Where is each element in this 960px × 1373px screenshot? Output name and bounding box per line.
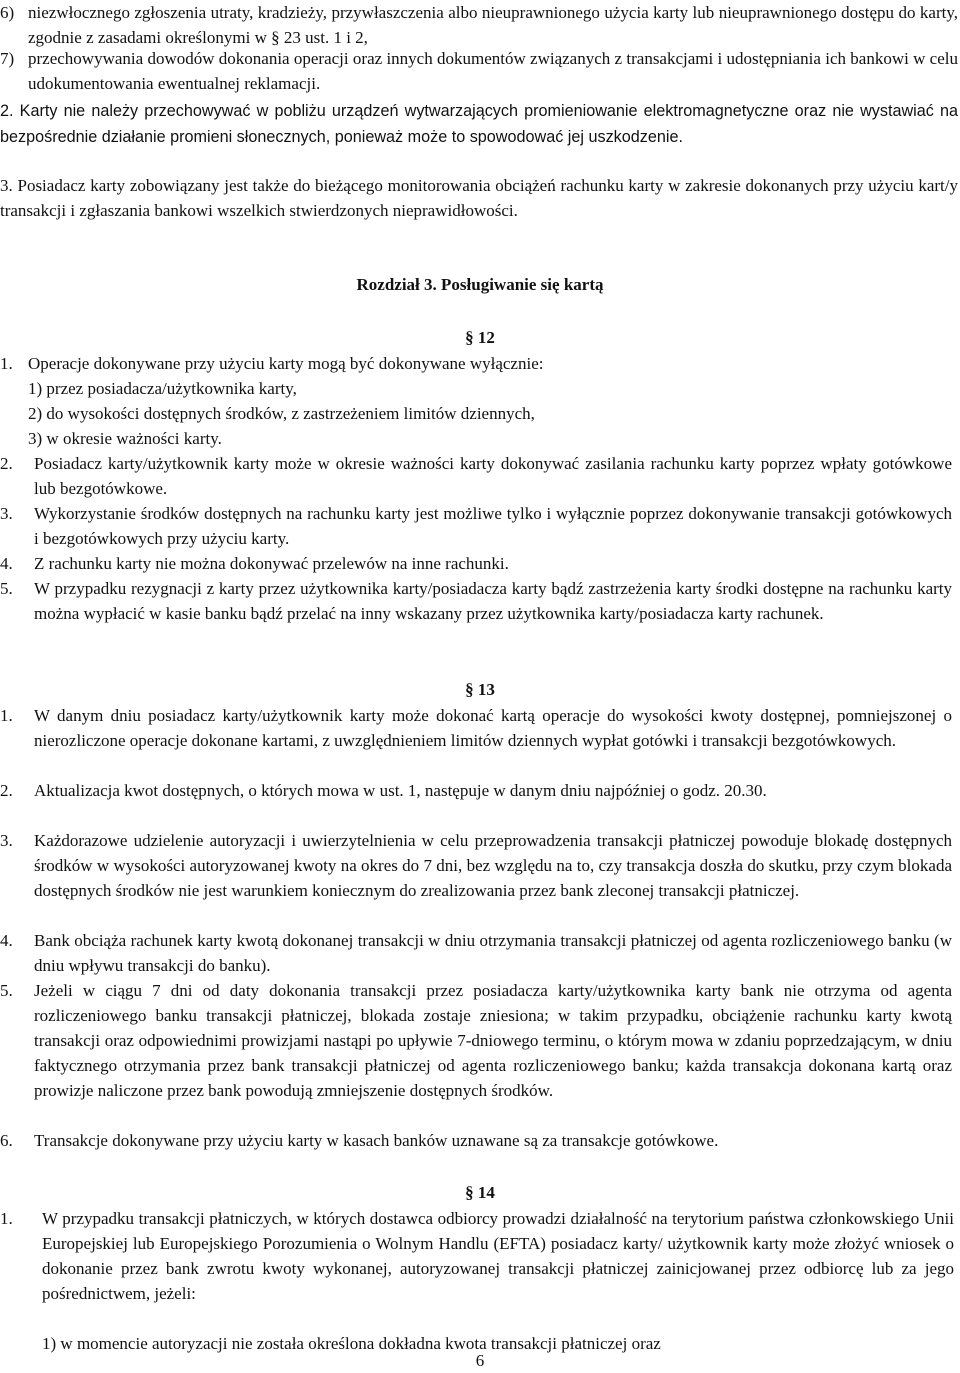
list-item-7 [0, 46, 958, 96]
s13-paragraph-6 [0, 1128, 952, 1153]
paragraph-number: 5. [0, 981, 13, 1000]
s14-sub-item-1: 1) w momencie autoryzacji nie została określona dokładna kwota transakcji płatniczej oraz [42, 1334, 661, 1353]
paragraph-text: Operacje dokonywane przy użyciu karty mogą być dokonywane wyłącznie: [28, 354, 544, 373]
list-item-6 [0, 0, 958, 50]
section-heading-12: § 12 [465, 328, 495, 347]
paragraph-number: 6. [0, 1131, 13, 1150]
paragraph-text: Każdorazowe udzielenie autoryzacji i uwierzytelnienia w celu przeprowadzenia transakcji płatniczej powoduje blokadę dostępnych środków w wysokości autoryzowanej kwoty na okres do 7 dni, bez względu na to, czy transakcja doszła do skutku, przy czym blokada dostępnych środków nie jest warunkiem koniecznym do zrealizowania przez bank zleconej transakcji płatniczej. [34, 831, 952, 900]
paragraph-number: 3. [0, 504, 13, 523]
paragraph-text: W danym dniu posiadacz karty/użytkownik karty może dokonać kartą operacje do wysokości kwoty dostępnej, pomniejszonej o nierozliczone operacje dokonane kartami, z uwzględnieniem limitów dziennych wypłat gotówki i transakcji bezgotówkowych. [34, 706, 952, 750]
chapter-title: Rozdział 3. Posługiwanie się kartą [356, 275, 604, 294]
list-item-text: niezwłocznego zgłoszenia utraty, kradzieży, przywłaszczenia albo nieuprawnionego użycia karty lub nieuprawnionego dostępu do karty, zgodnie z zasadami określonymi w § 23 ust. 1 i 2, [28, 3, 958, 47]
s13-paragraph-3 [0, 828, 952, 903]
paragraph-3: 3. Posiadacz karty zobowiązany jest także do bieżącego monitorowania obciążeń rachunku karty w zakresie dokonanych przy użyciu kart/y transakcji i zgłaszania bankowi wszelkich stwierdzonych nieprawidłowości. [0, 176, 958, 220]
paragraph-number: 5. [0, 579, 13, 598]
s14-paragraph-1 [0, 1206, 954, 1306]
s12-sub-item-1: 1) przez posiadacza/użytkownika karty, [28, 379, 297, 398]
list-item-label: 6) [0, 3, 15, 22]
s13-paragraph-5 [0, 978, 952, 1103]
s12-paragraph-3 [0, 501, 952, 551]
paragraph-number: 2. [0, 781, 13, 800]
s12-paragraph-2 [0, 451, 952, 501]
section-heading-13: § 13 [465, 680, 495, 699]
s12-sub-item-3: 3) w okresie ważności karty. [28, 429, 222, 448]
s13-paragraph-1 [0, 703, 952, 753]
paragraph-text: Posiadacz karty/użytkownik karty może w okresie ważności karty dokonywać zasilania rachunku karty poprzez wpłaty gotówkowe lub bezgotówkowe. [34, 454, 952, 498]
section-heading-14: § 14 [465, 1183, 495, 1202]
paragraph-text: W przypadku rezygnacji z karty przez użytkownika karty/posiadacza karty bądź zastrzeżenia karty środki dostępne na rachunku karty można wypłacić w kasie banku bądź przelać na inny wskazany przez użytkownika karty/posiadacza karty rachunek. [34, 579, 952, 623]
paragraph-text: Wykorzystanie środków dostępnych na rachunku karty jest możliwe tylko i wyłącznie poprzez dokonywanie transakcji gotówkowych i bezgotówkowych przy użyciu karty. [34, 504, 952, 548]
paragraph-number: 4. [0, 554, 13, 573]
paragraph-text: Z rachunku karty nie można dokonywać przelewów na inne rachunki. [34, 554, 509, 573]
s12-sub-item-2: 2) do wysokości dostępnych środków, z zastrzeżeniem limitów dziennych, [28, 404, 535, 423]
list-item-label: 7) [0, 49, 15, 68]
s12-paragraph-1 [0, 351, 952, 376]
s12-paragraph-5 [0, 576, 952, 626]
paragraph-number: 1. [0, 706, 13, 725]
paragraph-text: Transakcje dokonywane przy użyciu karty w kasach banków uznawane są za transakcje gotówkowe. [34, 1131, 719, 1150]
page-number: 6 [475, 1351, 485, 1370]
paragraph-2: 2. Karty nie należy przechowywać w pobliżu urządzeń wytwarzających promieniowanie elektromagnetyczne oraz nie wystawiać na bezpośrednie działanie promieni słonecznych, ponieważ może to spowodować jej uszkodzenie. [0, 102, 958, 146]
paragraph-number: 4. [0, 931, 13, 950]
paragraph-text: Jeżeli w ciągu 7 dni od daty dokonania transakcji przez posiadacza karty/użytkownika karty bank nie otrzyma od agenta rozliczeniowego banku transakcji płatniczej, blokada zostaje zniesiona; w takim przypadku, obciążenie rachunku karty kwotą transakcji oraz odpowiednimi prowizjami nastąpi po upływie 7-dniowego terminu, o którym mowa w zdaniu poprzedzającym, w dniu faktycznego otrzymania przez bank transakcji płatniczej od agenta rozliczeniowego banku; każda transakcja dokonana kartą oraz prowizje naliczone przez bank powodują zmniejszenie dostępnych środków. [34, 981, 952, 1100]
paragraph-text: Aktualizacja kwot dostępnych, o których mowa w ust. 1, następuje w danym dniu najpóźniej o godz. 20.30. [34, 781, 767, 800]
s12-paragraph-4 [0, 551, 952, 576]
list-item-text: przechowywania dowodów dokonania operacji oraz innych dokumentów związanych z transakcjami i udostępniania ich bankowi w celu udokumentowania ewentualnej reklamacji. [28, 49, 958, 93]
s13-paragraph-2 [0, 778, 952, 803]
paragraph-number: 2. [0, 454, 13, 473]
paragraph-text: Bank obciąża rachunek karty kwotą dokonanej transakcji w dniu otrzymania transakcji płatniczej od agenta rozliczeniowego banku (w dniu wpływu transakcji do banku). [34, 931, 952, 975]
paragraph-number: 1. [0, 354, 13, 373]
paragraph-number: 1. [0, 1209, 13, 1228]
s13-paragraph-4 [0, 928, 952, 978]
paragraph-text: W przypadku transakcji płatniczych, w których dostawca odbiorcy prowadzi działalność na terytorium państwa członkowskiego Unii Europejskiej lub Europejskiego Porozumienia o Wolnym Handlu (EFTA) posiadacz karty/ użytkownik karty może złożyć wniosek o dokonanie przez bank zwrotu kwoty wykonanej, autoryzowanej transakcji płatniczej zainicjowanej przez odbiorcę lub za jego pośrednictwem, jeżeli: [42, 1209, 954, 1303]
paragraph-number: 3. [0, 831, 13, 850]
